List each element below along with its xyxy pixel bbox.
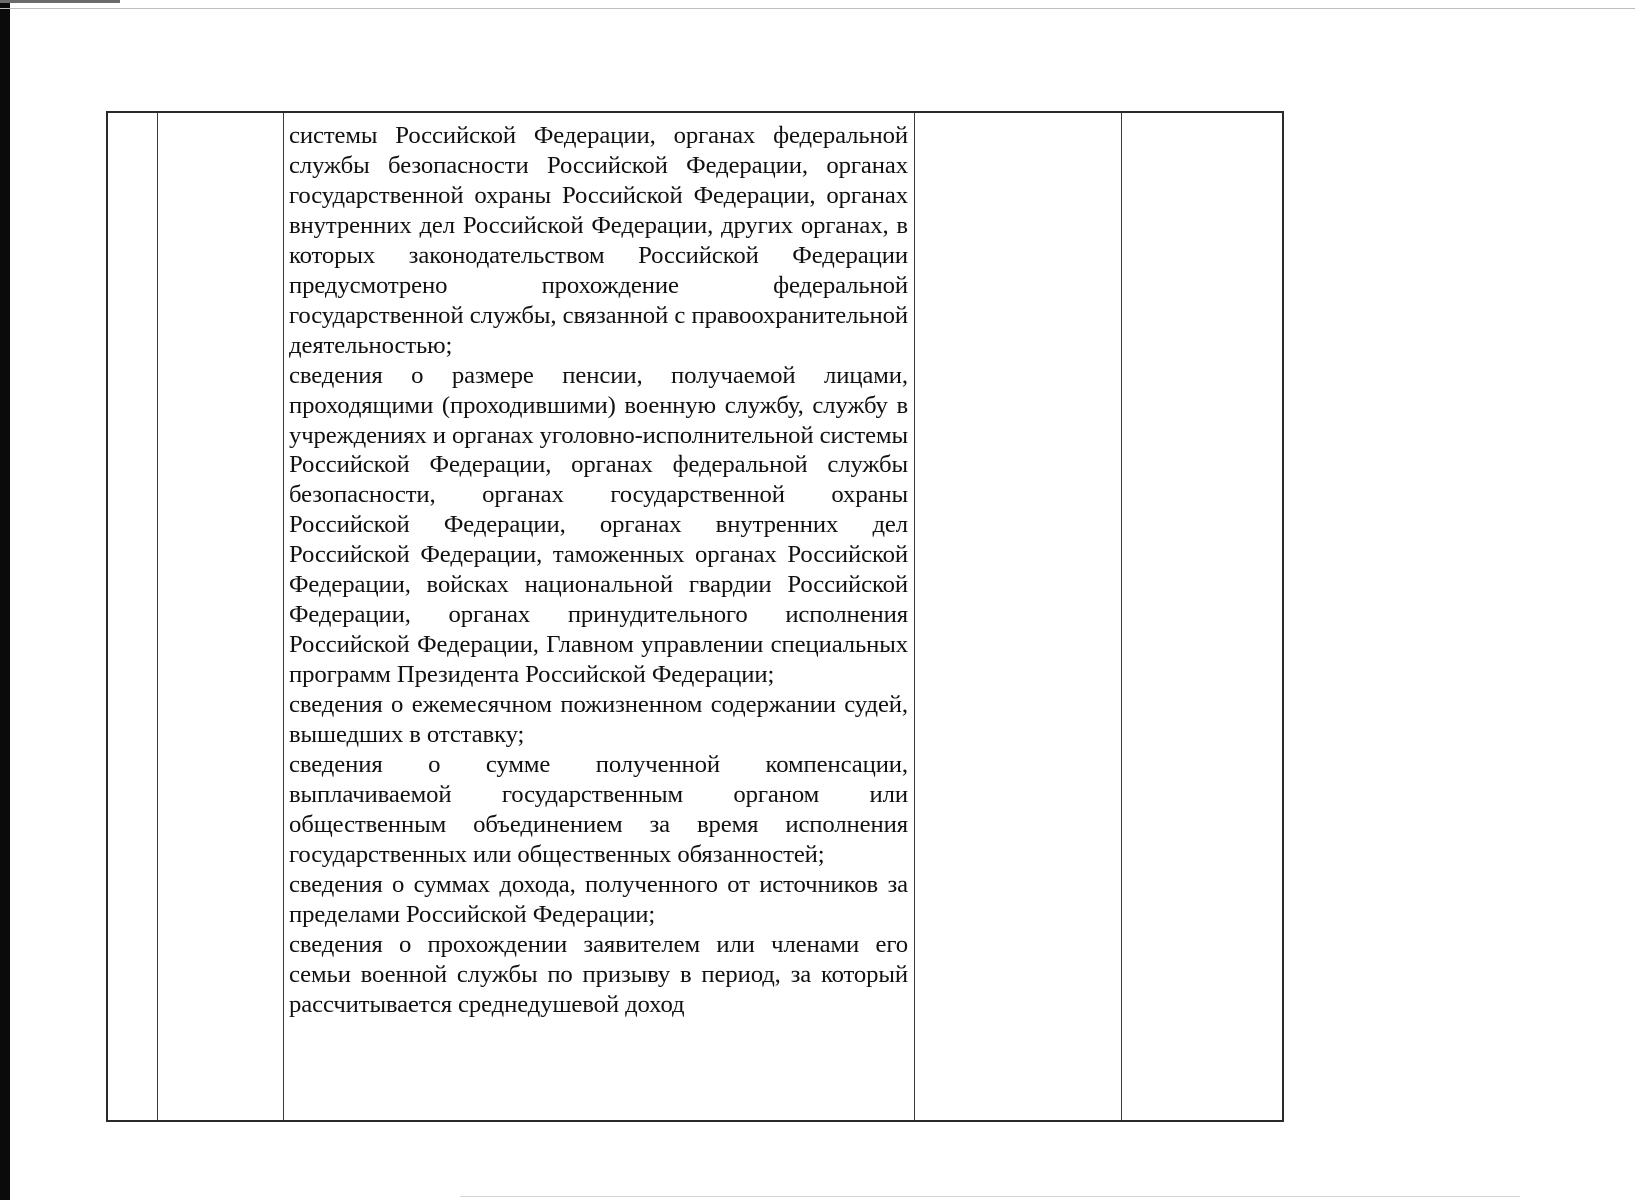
document-table — [106, 111, 1284, 1122]
paragraph-4: сведения о сумме полученной компенсации, выплачиваемой государственным органом или общественным объединением за время исполнения государственных или общественных обязанностей; — [289, 751, 908, 868]
scan-left-edge — [0, 0, 10, 1200]
paragraph-2: сведения о размере пенсии, получаемой лицами, проходящими (проходившими) военную службу, службу в учреждениях и органах уголовно-исполнительной системы Российской Федерации, органах федеральной службы безопасности, органах государственной охраны Российской Федерации, органах внутренних дел Российской Федерации, таможенных органах Российской Федерации, войсках национальной гвардии Российской Федерации, органах принудительного исполнения Российской Федерации, Главном управлении специальных программ Президента Российской Федерации; — [289, 361, 908, 689]
table-cell-column-4 — [915, 113, 1122, 1120]
scan-top-mark — [0, 0, 120, 3]
paragraph-3: сведения о ежемесячном пожизненном содержании судей, вышедших в отставку; — [289, 691, 908, 749]
paragraph-5: сведения о суммах дохода, полученного от источников за пределами Российской Федерации; — [289, 870, 908, 928]
table-cell-column-3 — [284, 113, 915, 1120]
table-cell-column-2 — [158, 113, 284, 1120]
table-cell-column-5 — [1122, 113, 1282, 1120]
requirements-text — [289, 121, 908, 1020]
scan-top-line — [0, 8, 1635, 9]
paragraph-1: системы Российской Федерации, органах федеральной службы безопасности Российской Федерации, органах государственной охраны Российской Федерации, органах внутренних дел Российской Федерации, других органах, в которых законодательством Российской Федерации предусмотрено прохождение федеральной государственной службы, связанной с правоохранительной деятельностью; — [289, 122, 908, 359]
table-cell-column-1 — [108, 113, 158, 1120]
scan-bottom-line — [460, 1196, 1520, 1197]
paragraph-6: сведения о прохождении заявителем или членами его семьи военной службы по призыву в период, за который рассчитывается среднедушевой доход — [289, 930, 908, 1018]
